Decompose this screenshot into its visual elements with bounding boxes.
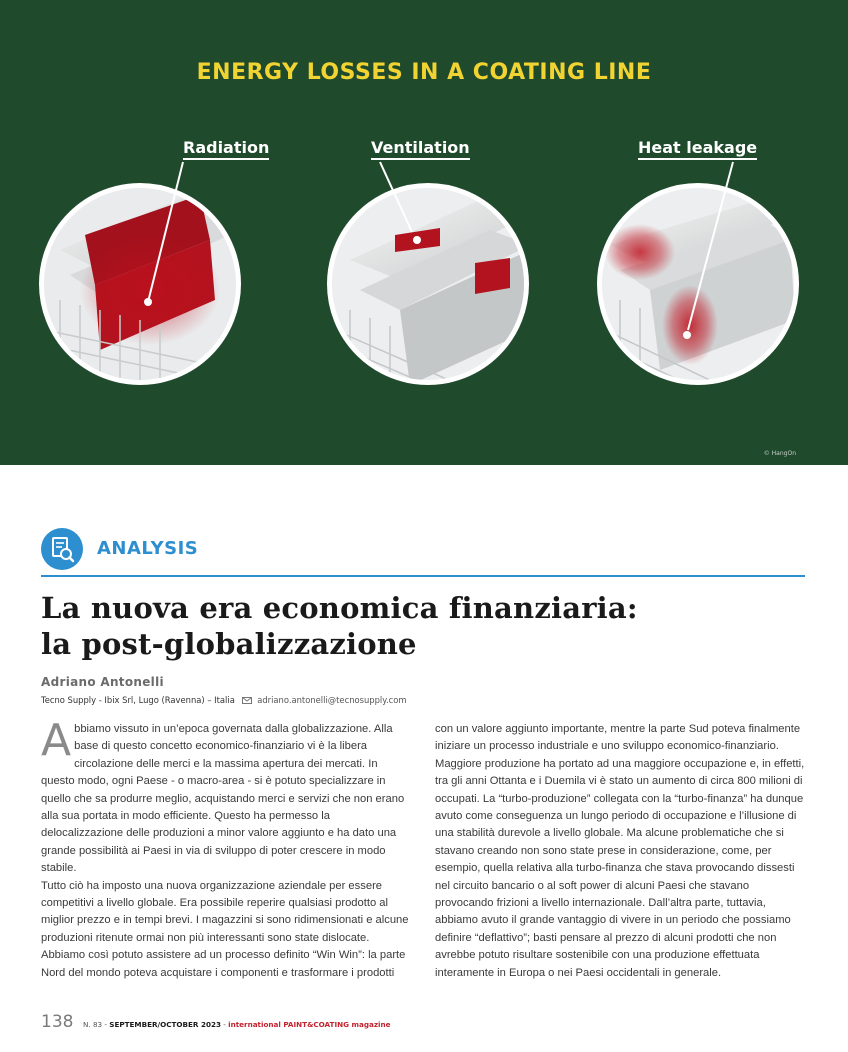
paragraph-text: bbiamo vissuto in un’epoca governata dalla globalizzazione. Alla base di questo concetto economico-finanziario vi è la libera circolazione delle merci e la massima apertura dei mercati. In questo modo, ogni Paese - o macro-area - si è potuto specializzare in quello che sa produrre meglio, acquistando merci e servizi che non erano alla sua portata in modo efficiente. Questo ha permesso la delocalizzazione delle produzioni a minor valore aggiunto e ha dato una grande possibilità ai Paesi in via di sviluppo di poter crescere in modo stabile. bbox=[41, 723, 405, 875]
radiation-illustration bbox=[40, 162, 240, 385]
image-credit: © HangOn bbox=[763, 450, 796, 457]
radiation-label: Radiation bbox=[183, 138, 269, 160]
article-title-line-1: La nuova era economica finanziaria: bbox=[41, 591, 638, 625]
author-name: Adriano Antonelli bbox=[41, 675, 164, 689]
document-search-icon bbox=[41, 528, 83, 570]
section-divider bbox=[41, 575, 805, 577]
affiliation-text: Tecno Supply - Ibix Srl, Lugo (Ravenna) – Italia bbox=[41, 695, 235, 705]
footer-publication-info bbox=[83, 1020, 391, 1029]
energy-losses-illustrations bbox=[0, 0, 848, 465]
heat-leakage-illustration bbox=[598, 162, 800, 390]
banner-title: ENERGY LOSSES IN A COATING LINE bbox=[196, 60, 652, 85]
issue-number: N. 83 - bbox=[83, 1020, 110, 1029]
magazine-name: international PAINT&COATING magazine bbox=[228, 1020, 391, 1029]
paragraph: con un valore aggiunto importante, mentre la parte Sud poteva finalmente iniziare un processo industriale e uno sviluppo economico-finanziario. Maggiore produzione ha portato ad una maggiore occupazione e, in effetti, tra gli anni Ottanta e i Duemila vi è stato un aumento di circa 800 milioni di occupati. La “turbo-produzione” collegata con la “turbo-finanza” ha dunque avuto come conseguenza un lungo periodo di occupazione e l’illusione di una stabilità durevole a livello globale. Ma alcune problematiche che si stavano creando non sono state prese in considerazione, come, per esempio, quella relativa alla turbo-finanza che stava provocando dissesti nel circuito bancario o al soft power di alcuni Paesi che stavano provocando frizioni a livello internazionale. Dall’altra parte, tuttavia, abbiamo avuto il grande vantaggio di vivere in un periodo che possiamo definire “deflattivo”; basti pensare al prezzo di alcuni prodotti che non avrebbe potuto risultare sostenibile con una produzione effettuata interamente in Europa o nei Paesi occidentali in generale. bbox=[435, 723, 805, 979]
article-column-right bbox=[435, 721, 807, 982]
paragraph bbox=[41, 715, 413, 878]
footer-separator: - bbox=[220, 1020, 229, 1029]
article-column-left bbox=[41, 715, 413, 982]
heat-leakage-label: Heat leakage bbox=[638, 138, 757, 160]
drop-cap: A bbox=[41, 715, 72, 766]
ventilation-illustration bbox=[328, 162, 530, 390]
article-title bbox=[41, 590, 805, 662]
hero-banner bbox=[0, 0, 848, 465]
article-title-line-2: la post-globalizzazione bbox=[41, 627, 417, 661]
section-label: ANALYSIS bbox=[97, 538, 199, 559]
author-email[interactable]: adriano.antonelli@tecnosupply.com bbox=[257, 695, 407, 705]
envelope-icon bbox=[242, 697, 252, 704]
author-affiliation bbox=[41, 695, 407, 705]
ventilation-label: Ventilation bbox=[371, 138, 470, 160]
paragraph: Tutto ciò ha imposto una nuova organizzazione aziendale per essere competitivi a livello globale. Era possibile reperire qualsiasi prodotto al miglior prezzo e in tempi brevi. I magazzini si sono ridimensionati e alcune produzioni ritenute ormai non più interessanti sono state dislocate. Abbiamo così potuto assistere ad un processo definito “Win Win”: la parte Nord del mondo poteva acquistare i componenti e trasformare i prodotti bbox=[41, 879, 409, 979]
issue-date: SEPTEMBER/OCTOBER 2023 bbox=[109, 1020, 221, 1029]
page-number: 138 bbox=[41, 1012, 74, 1032]
